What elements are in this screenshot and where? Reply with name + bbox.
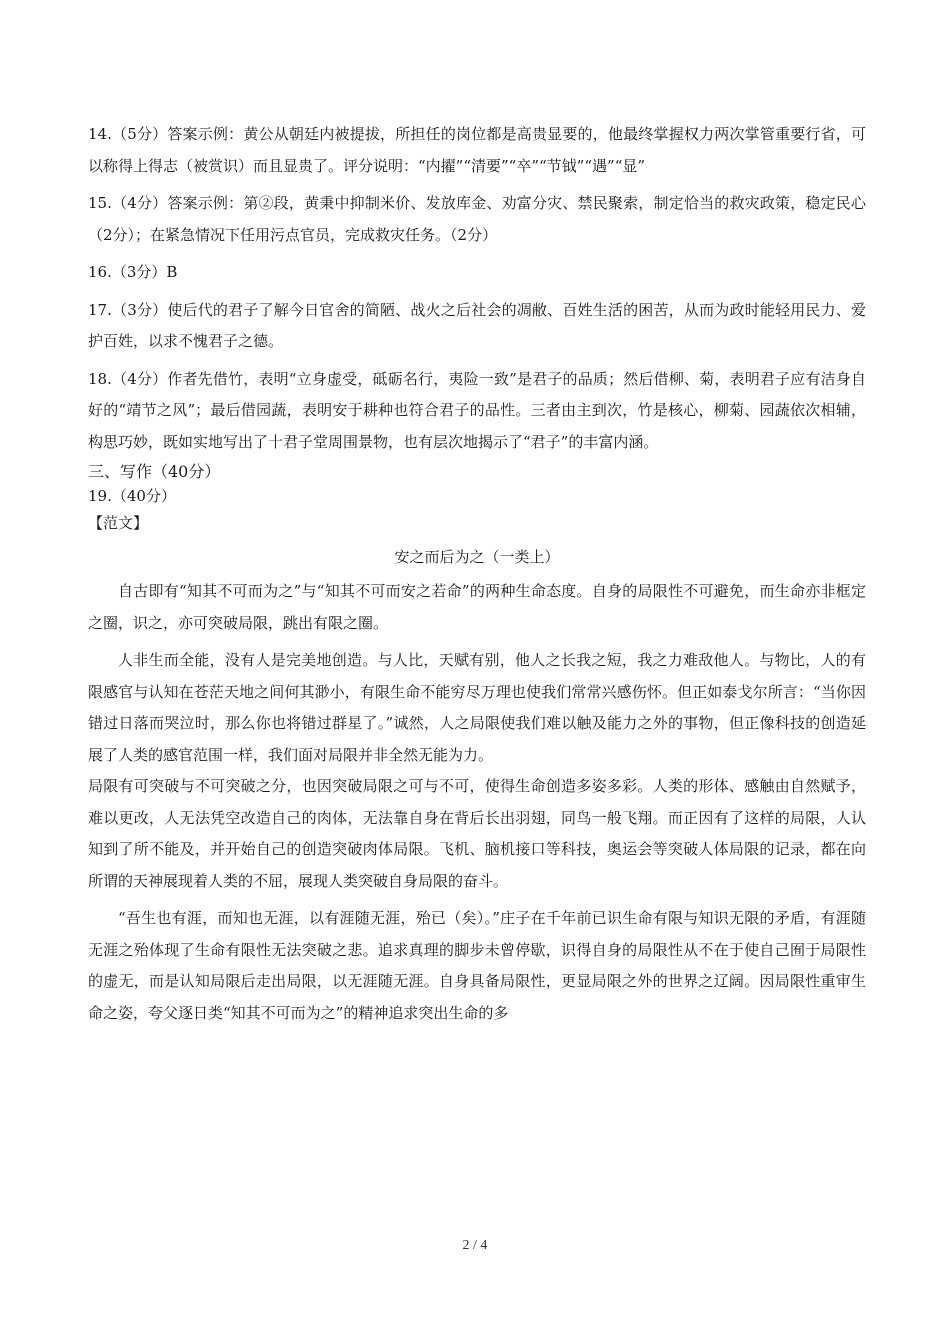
essay-paragraph-2: 人非生而全能，没有人是完美地创造。与人比，天赋有别，他人之长我之短，我之力难敌他人。与物比，人的有限感官与认知在苍茫天地之间何其渺小，有限生命不能穷尽万理也使我们常常兴感伤怀。但正如泰戈尔所言：“当你因错过日落而哭泣时，那么你也将错过群星了。”诚然，人之局限使我们难以触及能力之外的事物，但正像科技的创造延展了人类的感官范围一样，我们面对局限并非全然无能为力。 bbox=[88, 651, 866, 764]
answer-18: 18.（4分）作者先借竹，表明“立身虚受，砥砺名行，夷险一致”是君子的品质；然后借柳、菊，表明君子应有洁身自好的“靖节之风”；最后借园蔬，表明安于耕种也符合君子的品性。三者由主到次，竹是核心，柳菊、园蔬依次相辅，构思巧妙，既如实地写出了十君子堂周围景物，也有层次地揭示了“君子”的丰富内涵。 bbox=[88, 369, 866, 451]
answer-16: 16.（3分）B bbox=[88, 263, 178, 281]
essay-paragraph-1: 自古即有“知其不可而为之”与“知其不可而安之若命”的两种生命态度。自身的局限性不可避免，而生命亦非框定之圈，识之，亦可突破局限，跳出有限之圈。 bbox=[88, 582, 866, 632]
fanwen-label: 【范文】 bbox=[88, 514, 149, 532]
answer-17: 17.（3分）使后代的君子了解今日官舍的简陋、战火之后社会的凋敝、百姓生活的困苦，从而为政时能轻用民力、爱护百姓，以求不愧君子之德。 bbox=[88, 300, 866, 350]
answer-15: 15.（4分）答案示例：第②段，黄秉中抑制米价、发放库金、劝富分灾、禁民聚索，制定恰当的救灾政策，稳定民心（2分）；在紧急情况下任用污点官员，完成救灾任务。（2分） bbox=[88, 194, 866, 244]
question-19: 19.（40分） bbox=[88, 487, 176, 505]
page-number: 2 / 4 bbox=[462, 1238, 488, 1253]
essay-title: 安之而后为之（一类上） bbox=[394, 548, 560, 566]
answer-14: 14.（5分）答案示例：黄公从朝廷内被提拔，所担任的岗位都是高贵显要的，他最终掌握权力两次掌管重要行省，可以称得上得志（被赏识）而且显贵了。评分说明：“内擢”“清要”“卒”“节钺”“遇”“显” bbox=[88, 125, 866, 175]
essay-paragraph-3: 局限有可突破与不可突破之分，也因突破局限之可与不可，使得生命创造多姿多彩。人类的形体、感触由自然赋予，难以更改，人无法凭空改造自己的肉体，无法靠自身在背后长出羽翅，同鸟一般飞翔。而正因有了这样的局限，人认知到了所不能及，并开始自己的创造突破肉体局限。飞机、脑机接口等科技，奥运会等突破人体局限的记录，都在向所谓的天神展现着人类的不屈，展现人类突破自身局限的奋斗。 bbox=[88, 777, 866, 890]
section-title: 三、写作（40分） bbox=[88, 462, 221, 481]
page-content bbox=[88, 119, 866, 1029]
essay-paragraph-4: “吾生也有涯，而知也无涯，以有涯随无涯，殆已（矣）。”庄子在千年前已识生命有限与知识无限的矛盾，有涯随无涯之殆体现了生命有限性无法突破之悲。追求真理的脚步未曾停歇，识得自身的局限性从不在于使自己囿于局限性的虚无，而是认知局限后走出局限，以无涯随无涯。自身具备局限性，更显局限之外的世界之辽阔。因局限性重审生命之姿，夸父逐日类“知其不可而为之”的精神追求突出生命的多 bbox=[88, 909, 866, 1022]
